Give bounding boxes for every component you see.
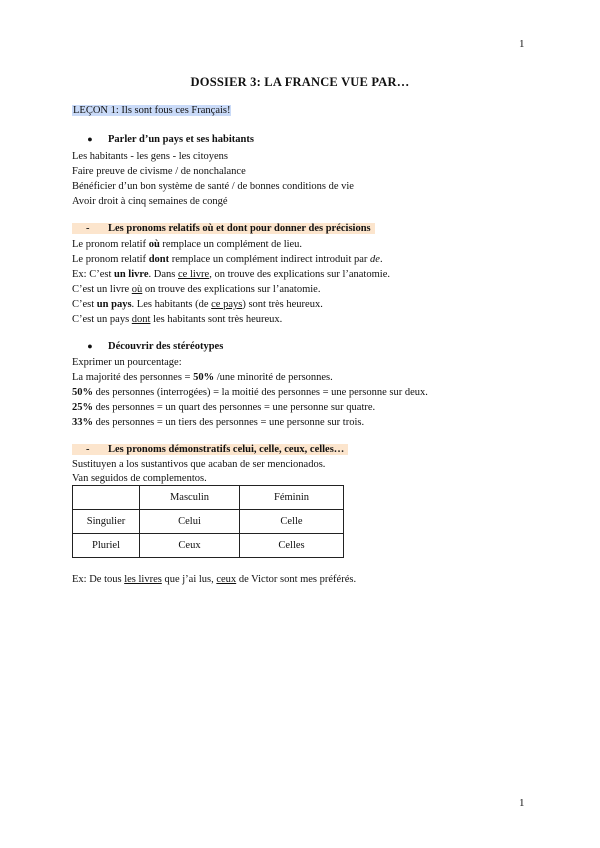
table-header-cell [73, 486, 140, 510]
bullet-icon: ● [87, 134, 93, 144]
example-line: Ex: De tous les livres que j’ai lus, ceux de Victor sont mes préférés. [72, 574, 357, 585]
table-row [73, 510, 344, 534]
example-line: C’est un pays. Les habitants (de ce pays) sont très heureux. [72, 299, 323, 310]
section4-heading-highlight [72, 444, 348, 455]
table-row [73, 534, 344, 558]
section1-line: Faire preuve de civisme / de nonchalance [72, 166, 246, 177]
table-header-cell: Féminin [240, 486, 344, 510]
section2-heading-highlight [72, 223, 375, 234]
document-title: DOSSIER 3: LA FRANCE VUE PAR… [190, 75, 410, 89]
page-number-top: 1 [519, 38, 525, 50]
section1-line: Bénéficier d’un bon système de santé / de bonnes conditions de vie [72, 181, 354, 192]
table-cell: Celui [140, 510, 240, 534]
section1-line: Les habitants - les gens - les citoyens [72, 151, 229, 162]
table-header-cell: Masculin [140, 486, 240, 510]
section4-line: Sustituyen a los sustantivos que acaban de ser mencionados. [72, 459, 326, 470]
section3-heading-text: Découvrir des stéréotypes [108, 341, 224, 352]
lesson-heading [72, 103, 231, 118]
section4-heading [72, 442, 348, 457]
percentage-line: 33% des personnes = un tiers des personnes = une personne sur trois. [72, 417, 365, 428]
table-cell: Celles [240, 534, 344, 558]
section1-heading-text: Parler d’un pays et ses habitants [108, 134, 254, 145]
section4-heading-text: Les pronoms démonstratifs celui, celle, ceux, celles… [108, 444, 345, 455]
bullet-icon: ● [87, 341, 93, 351]
example-line: C’est un pays dont les habitants sont très heureux. [72, 314, 283, 325]
section1-line: Avoir droit à cinq semaines de congé [72, 196, 228, 207]
section2-heading [72, 221, 375, 236]
lesson-label: LEÇON 1: Ils sont fous ces Français! [73, 105, 231, 116]
percentage-line: 25% des personnes = un quart des personnes = une personne sur quatre. [72, 402, 376, 413]
demonstrative-pronouns-table [72, 485, 344, 558]
dash-icon: - [86, 223, 90, 234]
dash-icon: - [86, 444, 90, 455]
table-cell: Celle [240, 510, 344, 534]
section3-heading [72, 339, 223, 354]
table-cell: Pluriel [73, 534, 140, 558]
section2-heading-text: Les pronoms relatifs où et dont pour donner des précisions [108, 223, 371, 234]
example-line: Ex: C’est un livre. Dans ce livre, on trouve des explications sur l’anatomie. [72, 269, 390, 280]
table-cell: Singulier [73, 510, 140, 534]
relative-rule-ou: Le pronom relatif où remplace un complément de lieu. [72, 239, 303, 250]
section1-heading [72, 132, 254, 147]
section4-line: Van seguidos de complementos. [72, 473, 207, 484]
percentage-line: La majorité des personnes = 50% /une minorité de personnes. [72, 372, 333, 383]
table-cell: Ceux [140, 534, 240, 558]
relative-rule-dont: Le pronom relatif dont remplace un complément indirect introduit par de. [72, 254, 383, 265]
table-header-row [73, 486, 344, 510]
percentage-line: 50% des personnes (interrogées) = la moitié des personnes = une personne sur deux. [72, 387, 428, 398]
percentage-intro: Exprimer un pourcentage: [72, 357, 182, 368]
page-number-bottom: 1 [519, 797, 525, 809]
example-line: C’est un livre où on trouve des explications sur l’anatomie. [72, 284, 321, 295]
